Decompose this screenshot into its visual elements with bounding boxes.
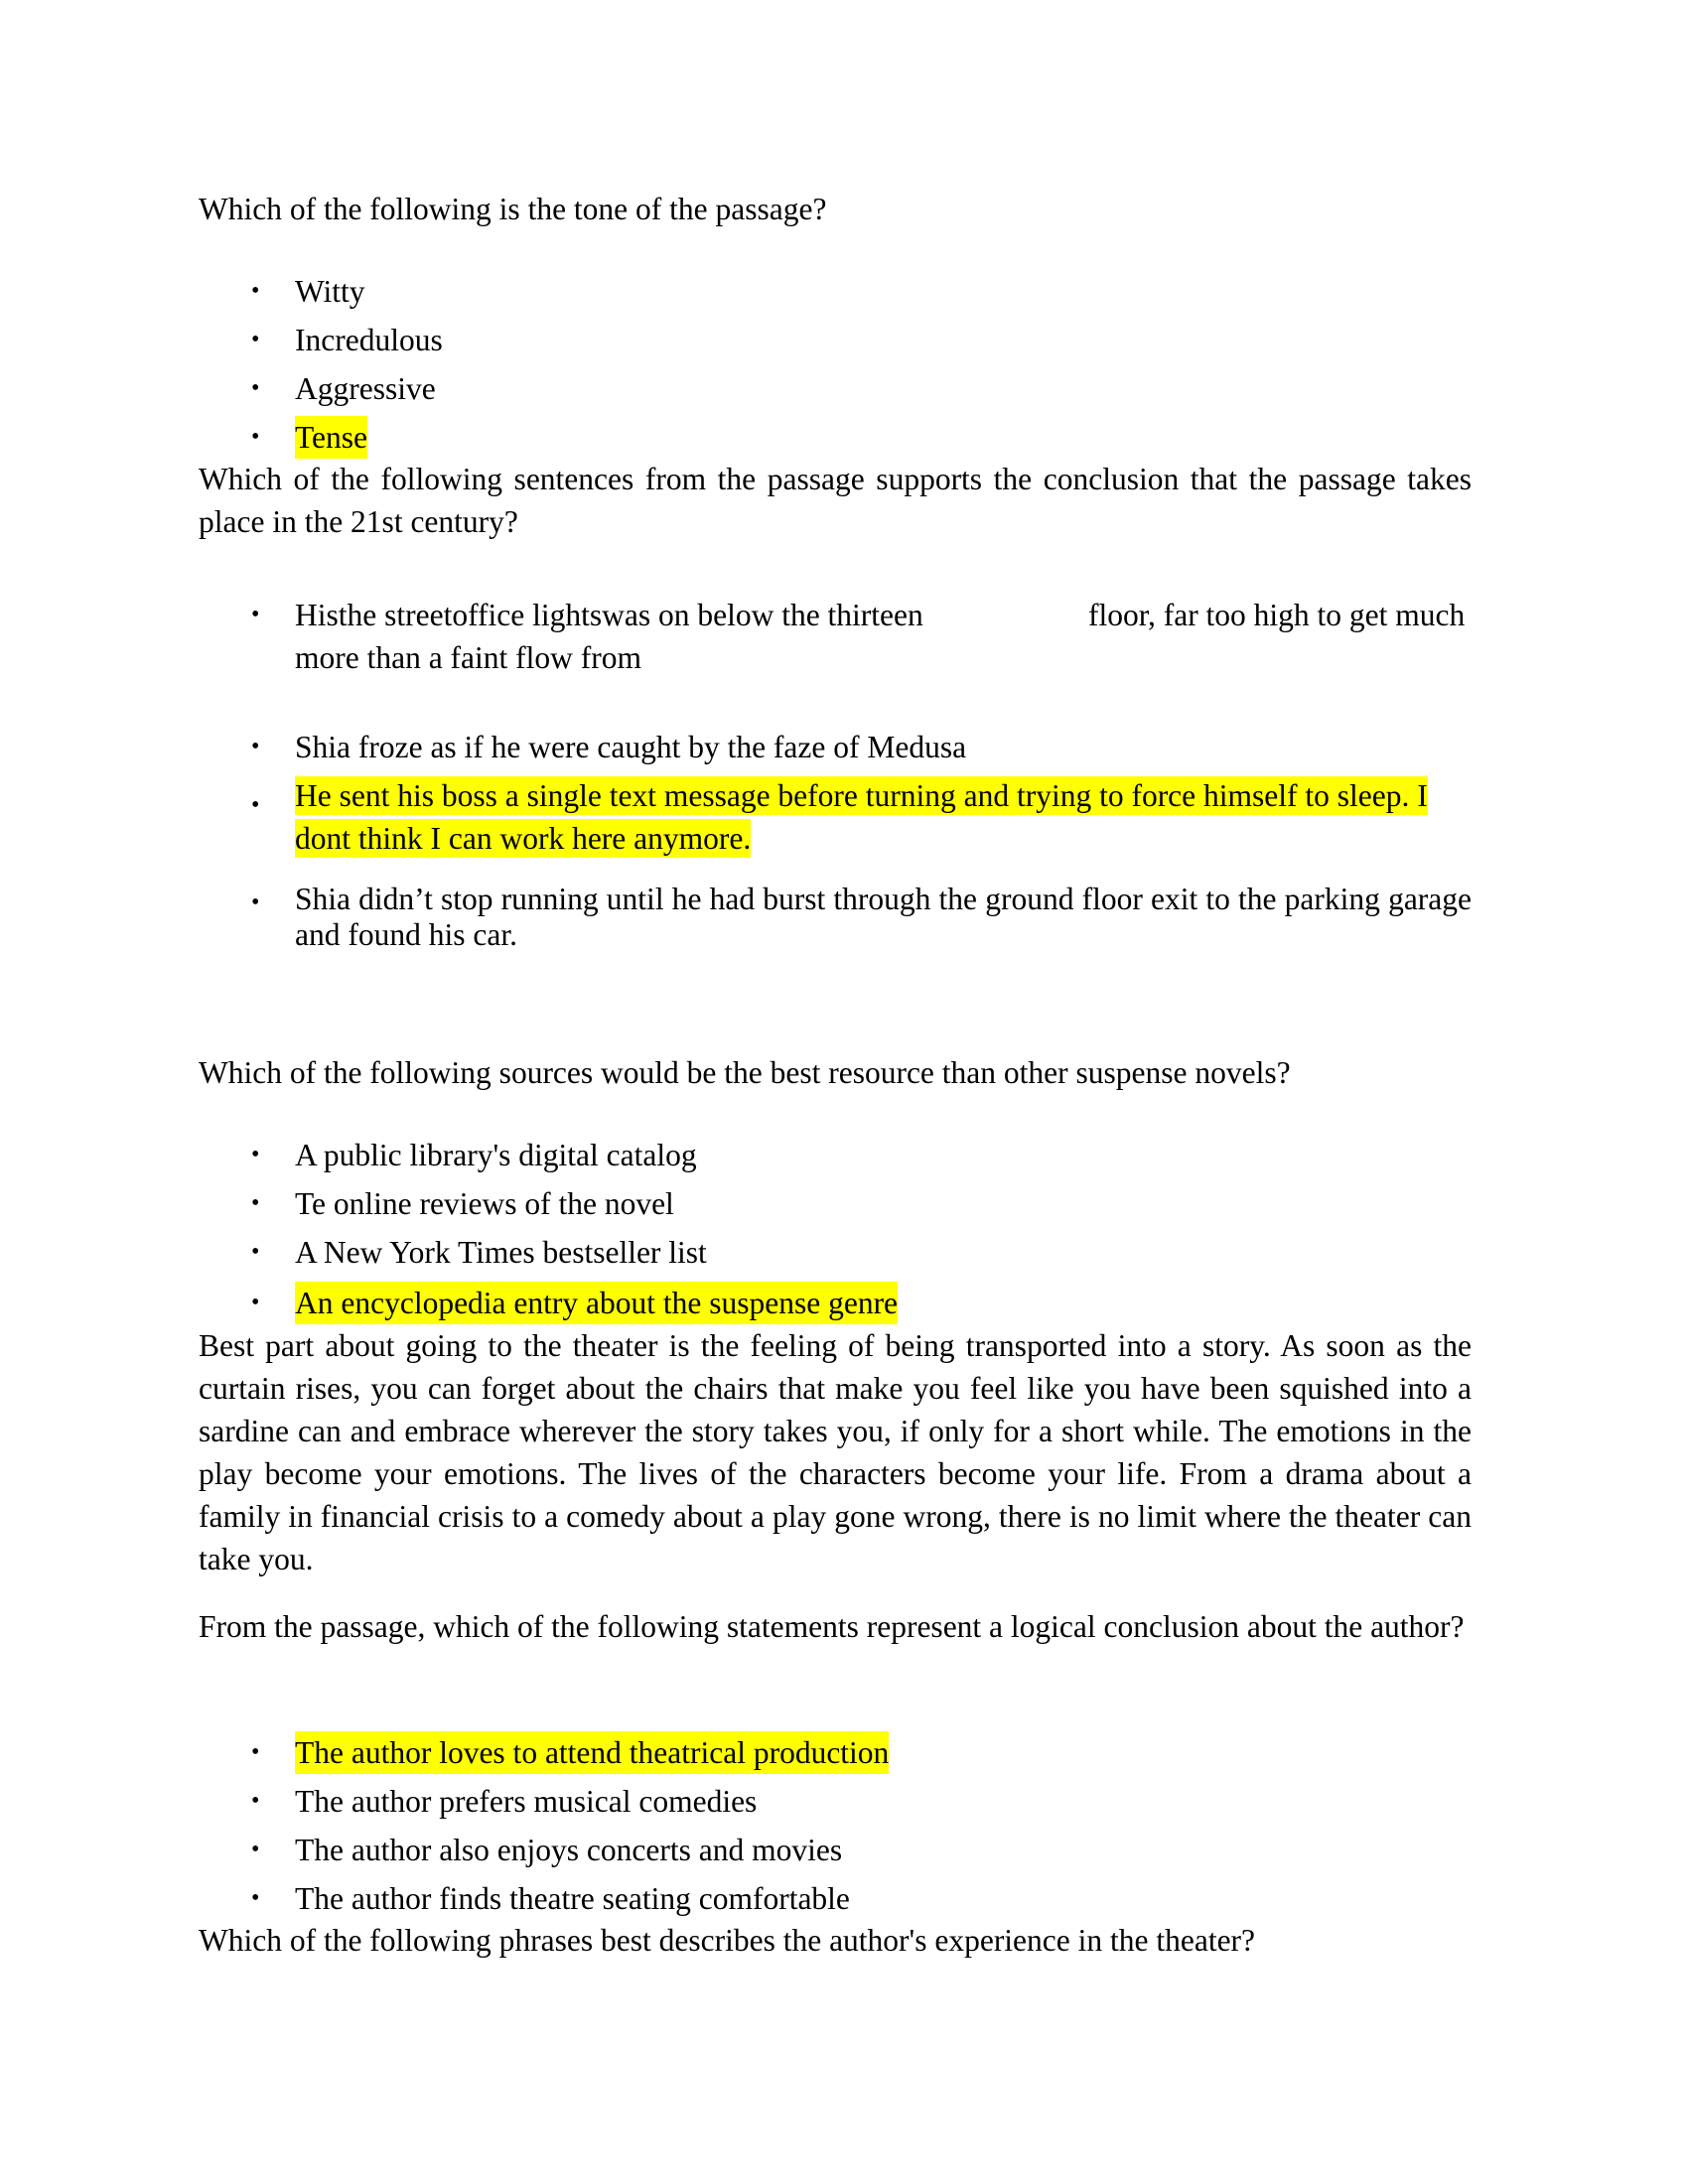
q4-option-3: The author also enjoys concerts and movies — [295, 1833, 843, 1867]
q2-option-1-part-2: floor, far too high to get much — [1088, 598, 1466, 632]
bullet-icon: • — [251, 1788, 260, 1814]
bullet-icon: • — [251, 1739, 260, 1765]
bullet-icon: • — [251, 1239, 260, 1265]
q4-option-4: The author finds theatre seating comfortable — [295, 1881, 850, 1916]
bullet-icon: • — [251, 889, 260, 915]
q2-option-4: Shia didn’t stop running until he had burst through the ground floor exit to the parking garage and found his car. — [295, 882, 1472, 952]
q1-option-4-highlighted: Tense — [295, 416, 367, 459]
q2-option-3-text: He sent his boss a single text message before turning and trying to force himself to sleep. I dont think I can work here anymore. — [295, 778, 1428, 856]
bullet-icon: • — [251, 424, 260, 450]
bullet-icon: • — [251, 1190, 260, 1216]
q3-option-4-highlighted: An encyclopedia entry about the suspense genre — [295, 1282, 898, 1324]
bullet-icon: • — [251, 1142, 260, 1167]
q3-option-2: Te online reviews of the novel — [295, 1186, 674, 1221]
q2-option-3-highlighted — [295, 774, 1467, 860]
q1-option-3: Aggressive — [295, 371, 436, 406]
bullet-icon: • — [251, 375, 260, 401]
bullet-icon: • — [251, 1885, 260, 1911]
q2-option-1-part-1: Histhe streetoffice lightswas on below the thirteen — [295, 598, 923, 632]
question-1: Which of the following is the tone of the passage? — [199, 192, 827, 226]
bullet-icon: • — [251, 792, 260, 818]
question-4: From the passage, which of the following statements represent a logical conclusion about the author? — [199, 1609, 1465, 1644]
question-3: Which of the following sources would be the best resource than other suspense novels? — [199, 1055, 1291, 1090]
bullet-icon: • — [251, 734, 260, 759]
q1-option-2: Incredulous — [295, 323, 443, 357]
q2-option-1-line-2: more than a faint flow from — [295, 640, 642, 675]
bullet-icon: • — [251, 278, 260, 304]
q3-option-1: A public library's digital catalog — [295, 1138, 697, 1172]
bullet-icon: • — [251, 602, 260, 627]
bullet-icon: • — [251, 1837, 260, 1862]
q2-option-2: Shia froze as if he were caught by the faze of Medusa — [295, 730, 967, 764]
bullet-icon: • — [251, 327, 260, 352]
q4-option-2: The author prefers musical comedies — [295, 1784, 758, 1819]
q4-option-1-highlighted: The author loves to attend theatrical production — [295, 1731, 889, 1774]
q1-option-1: Witty — [295, 274, 365, 309]
q3-option-3: A New York Times bestseller list — [295, 1235, 707, 1270]
passage-text: Best part about going to the theater is the feeling of being transported into a story. As soon as the curtain rises, you can forget about the chairs that make you feel like you have been squished into a sardine can and embrace wherever the story takes you, if only for a short while. The emotions in the play become your emotions. The lives of the characters become your life. From a drama about a family in financial crisis to a comedy about a play gone wrong, there is no limit where the theater can take you. — [199, 1328, 1472, 1576]
question-5: Which of the following phrases best describes the author's experience in the theater? — [199, 1923, 1256, 1958]
question-2: Which of the following sentences from the passage supports the conclusion that the passage takes place in the 21st century? — [199, 462, 1472, 539]
bullet-icon: • — [251, 1290, 260, 1315]
